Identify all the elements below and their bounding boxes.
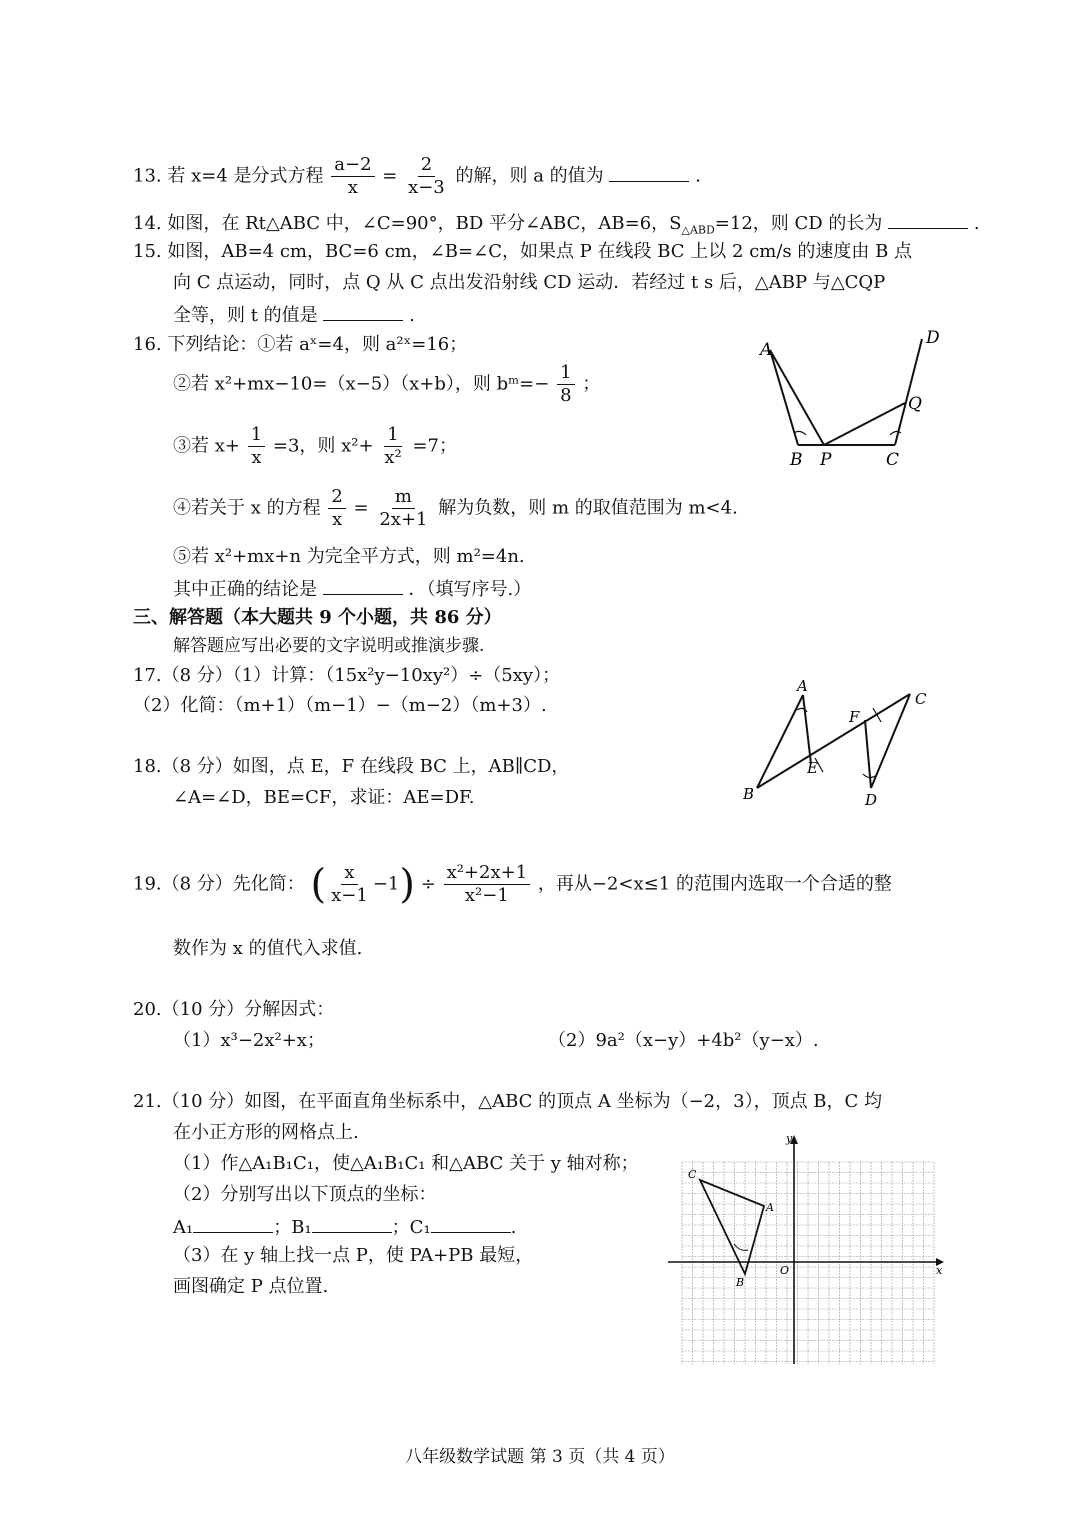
segment-cd bbox=[871, 694, 910, 788]
q19-line-2: 数作为 x 的值代入求值. bbox=[173, 938, 363, 959]
figure-q21-grid bbox=[668, 1132, 948, 1372]
x-label: x bbox=[936, 1264, 943, 1277]
q20-part-1: （1）x³−2x²+x； bbox=[173, 1030, 325, 1051]
q19-line-1: 19.（8 分）先化简： ( $\frac{x}{x-1}$ −1) ÷ $\frac{\text{x²+2x+1}}{\text{x²−1}}$ ，再从−2<x≤1 的范围内选取一个合适的整 bbox=[133, 861, 892, 908]
q13-fraction-2: $\frac{2}{x-3}$ bbox=[408, 154, 445, 198]
label-b: B bbox=[743, 785, 755, 803]
triangle-abc bbox=[700, 1180, 764, 1274]
q19-fraction-2: $\frac{\text{x²+2x+1}}{\text{x²−1}}$ bbox=[444, 862, 531, 907]
q21-line-3: （1）作△A₁B₁C₁，使△A₁B₁C₁ 和△ABC 关于 y 轴对称； bbox=[173, 1153, 639, 1174]
q13-answer-blank[interactable] bbox=[609, 163, 689, 182]
q18-line-2: ∠A=∠D，BE=CF，求证：AE=DF. bbox=[173, 787, 475, 808]
q16-c3-fraction-1: $\frac{1}{x}$ bbox=[248, 424, 265, 469]
q13-fraction-1: $\frac{a-2}{x}$ bbox=[331, 154, 374, 199]
q15-line-3: 全等，则 t 的值是 . bbox=[173, 302, 415, 328]
label-c: C bbox=[688, 1168, 697, 1181]
segment-ap bbox=[770, 350, 824, 445]
ray-cd bbox=[895, 339, 922, 445]
q21-line-1: 21.（10 分）如图，在平面直角坐标系中，△ABC 的顶点 A 坐标为（−2，3），顶点 B，C 均 bbox=[133, 1091, 883, 1112]
y-label: y bbox=[786, 1132, 793, 1145]
angle-c-mark bbox=[890, 431, 901, 435]
q21-coordinates-line: A₁ ；B₁ ；C₁ . bbox=[173, 1214, 516, 1240]
q17-line-2: （2）化简：（m+1）（m−1）−（m−2）（m+3）. bbox=[133, 695, 547, 716]
q16-conclusion-2: ②若 x²+mx−10=（x−5）（x+b），则 bᵐ=− $\frac{1}{8}$ ； bbox=[173, 362, 601, 406]
label-b: B bbox=[736, 1276, 745, 1289]
q16-answer-line: 其中正确的结论是 ．（填写序号.） bbox=[173, 576, 531, 602]
figure-q15 bbox=[750, 325, 970, 475]
label-d: D bbox=[926, 328, 940, 348]
label-a: A bbox=[760, 340, 773, 360]
q16-conclusion-5: ⑤若 x²+mx+n 为完全平方式，则 m²=4n. bbox=[173, 546, 525, 567]
q16-c3-fraction-2: $\frac{1}{\text{x²}}$ bbox=[384, 424, 402, 468]
figure-q18 bbox=[735, 678, 935, 808]
q16-c4-fraction-2: $\frac{m}{2x+1}$ bbox=[379, 486, 428, 530]
q20-line-1: 20.（10 分）分解因式： bbox=[133, 999, 335, 1020]
angle-mark bbox=[734, 1244, 748, 1250]
origin-label: O bbox=[780, 1264, 790, 1277]
label-a: A bbox=[766, 1201, 774, 1214]
q18-line-1: 18.（8 分）如图，点 E，F 在线段 BC 上，AB∥CD， bbox=[133, 756, 570, 777]
q16-c2-fraction: $\frac{1}{8}$ bbox=[557, 362, 574, 407]
q16-conclusion-3: ③若 x+ $\frac{1}{x}$ =3，则 x²+ $\frac{1}{\text{x²}}$ =7； bbox=[173, 424, 457, 468]
label-a: A bbox=[797, 678, 808, 695]
q16-intro: 16. 下列结论：①若 aˣ=4，则 a²ˣ=16； bbox=[133, 334, 468, 355]
c1-answer-blank[interactable] bbox=[431, 1214, 511, 1233]
a1-answer-blank[interactable] bbox=[193, 1214, 273, 1233]
q21-line-4: （2）分别写出以下顶点的坐标： bbox=[173, 1184, 437, 1205]
label-b: B bbox=[790, 450, 803, 470]
q16-answer-blank[interactable] bbox=[323, 576, 403, 595]
label-e: E bbox=[807, 759, 818, 777]
q17-line-1: 17.（8 分）（1）计算：（15x²y−10xy²）÷（5xy）； bbox=[133, 665, 561, 686]
section-3-note: 解答题应写出必要的文字说明或推演步骤. bbox=[173, 636, 485, 656]
label-q: Q bbox=[908, 394, 922, 414]
q21-line-6: （3）在 y 轴上找一点 P，使 PA+PB 最短， bbox=[173, 1245, 534, 1266]
segment-pq bbox=[824, 403, 905, 445]
q21-line-2: 在小正方形的网格点上. bbox=[173, 1122, 359, 1143]
q13-line: 13. 若 x=4 是分式方程 $\frac{a-2}{x}$ = $\frac{2}{x-3}$ 的解，则 a 的值为 . bbox=[133, 154, 701, 198]
q15-line-1: 15. 如图，AB=4 cm，BC=6 cm，∠B=∠C，如果点 P 在线段 BC 上以 2 cm/s 的速度由 B 点 bbox=[133, 241, 913, 262]
q16-conclusion-4: ④若关于 x 的方程 $\frac{2}{x}$ = $\frac{m}{2x+1}$ 解为负数，则 m 的取值范围为 m<4. bbox=[173, 486, 738, 530]
q15-answer-blank[interactable] bbox=[323, 302, 403, 321]
segment-ae bbox=[803, 695, 811, 764]
label-f: F bbox=[849, 708, 860, 726]
label-c: C bbox=[915, 690, 927, 708]
q20-part-2: （2）9a²（x−y）+4b²（y−x）. bbox=[548, 1030, 819, 1051]
q15-line-2: 向 C 点运动，同时，点 Q 从 C 点出发沿射线 CD 运动．若经过 t s 后，△ABP 与△CQP bbox=[173, 272, 886, 293]
label-c: C bbox=[886, 450, 900, 470]
label-p: P bbox=[820, 450, 832, 470]
q14-answer-blank[interactable] bbox=[888, 210, 968, 229]
q14-line: 14. 如图，在 Rt△ABC 中，∠C=90°，BD 平分∠ABC，AB=6，$S_{\triangle ABD}=12$，则 CD 的长为 . bbox=[133, 210, 980, 243]
q19-fraction-1: $\frac{x}{x-1}$ bbox=[331, 862, 368, 906]
label-d: D bbox=[865, 791, 878, 808]
segment-ab bbox=[770, 350, 798, 445]
q21-line-7: 画图确定 P 点位置. bbox=[173, 1276, 329, 1297]
b1-answer-blank[interactable] bbox=[312, 1214, 392, 1233]
page-footer: 八年级数学试题 第 3 页（共 4 页） bbox=[405, 1447, 675, 1467]
section-3-title: 三、解答题（本大题共 9 个小题，共 86 分） bbox=[133, 607, 502, 628]
q16-c4-fraction-1: $\frac{2}{x}$ bbox=[328, 486, 345, 531]
